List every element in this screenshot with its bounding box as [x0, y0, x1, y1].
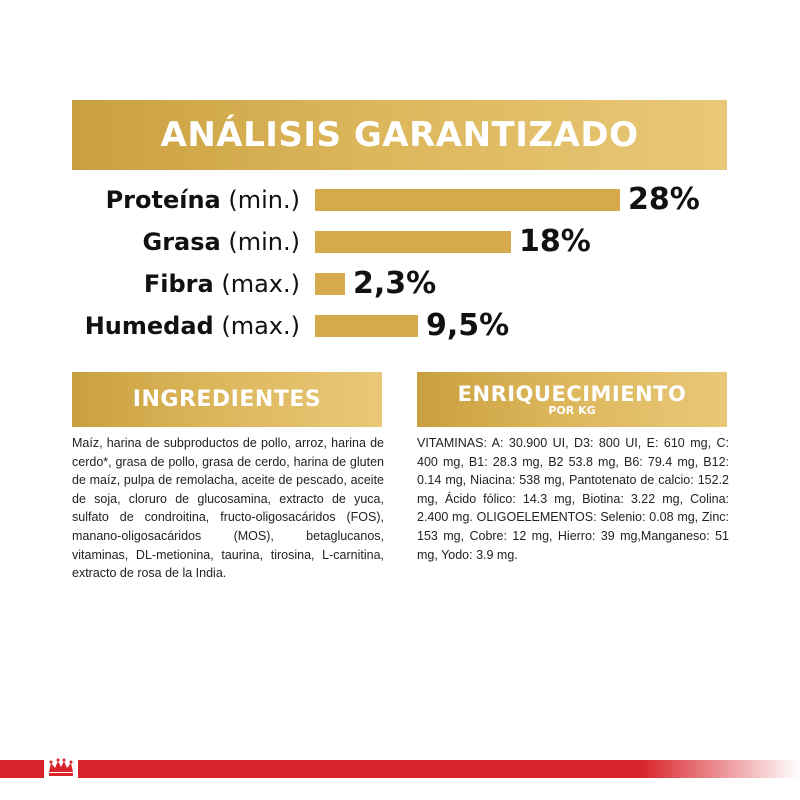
- analysis-banner: [72, 100, 727, 170]
- analysis-row-label: [85, 306, 300, 346]
- nutrient-qualifier: (min.): [228, 228, 300, 256]
- nutrient-qualifier: (max.): [221, 270, 300, 298]
- footer-bar: [0, 760, 800, 778]
- enrichment-subtitle: POR KG: [548, 403, 596, 417]
- analysis-row: [0, 264, 800, 304]
- nutrient-name: Proteína: [105, 186, 221, 214]
- nutrient-qualifier: (min.): [228, 186, 300, 214]
- analysis-row-label: [144, 264, 300, 304]
- analysis-title: ANÁLISIS GARANTIZADO: [160, 115, 639, 155]
- enrichment-title: ENRIQUECIMIENTO: [457, 381, 687, 406]
- nutrient-percent: 28%: [628, 182, 700, 217]
- nutrient-percent: 9,5%: [426, 308, 510, 343]
- nutrient-name: Humedad: [84, 312, 214, 340]
- enrichment-banner: [417, 372, 727, 427]
- nutrient-name: Fibra: [143, 270, 214, 298]
- ingredients-text: Maíz, harina de subproductos de pollo, arroz, harina de cerdo*, grasa de pollo, grasa de cerdo, harina de gluten de maíz, pulpa de remolacha, aceite de pescado, aceite de soja, cloruro de glucosamina, extracto de yuca, sulfato de condroitina, fructo-oligosacáridos (FOS), manano-oligosacáridos (MOS), betaglucanos, vitaminas, DL-metionina, taurina, tirosina, L-carnitina, extracto de rosa de la India.: [72, 436, 384, 581]
- analysis-row-label: [143, 222, 300, 262]
- nutrient-bar: [315, 273, 345, 295]
- nutrient-name: Grasa: [142, 228, 221, 256]
- nutrient-bar: [315, 231, 511, 253]
- nutrient-bar: [315, 189, 620, 211]
- analysis-row-label: [106, 180, 300, 220]
- nutrient-percent: 18%: [519, 224, 591, 259]
- nutrient-bar: [315, 315, 418, 337]
- nutrient-percent: 2,3%: [353, 266, 437, 301]
- crown-icon: [44, 756, 78, 778]
- ingredients-title: INGREDIENTES: [132, 387, 322, 412]
- analysis-row: [0, 180, 800, 220]
- nutrient-qualifier: (max.): [221, 312, 300, 340]
- analysis-row: [0, 306, 800, 346]
- enrichment-text: VITAMINAS: A: 30.900 UI, D3: 800 UI, E: 610 mg, C: 400 mg, B1: 28.3 mg, B2 53.8 mg, B6: 79.4 mg, B12: 0.14 mg, Niacina: 538 mg, Pantotenato de calcio: 152.2 mg, Ácido fólico: 14.3 mg, Biotina: 3.22 mg, Colina: 2.400 mg. OLIGOELEMENTOS: Selenio: 0.08 mg, Zinc: 153 mg, Cobre: 12 mg, Hierro: 39 mg,Manganeso: 51 mg, Yodo: 3.9 mg.: [417, 436, 729, 562]
- ingredients-banner: [72, 372, 382, 427]
- analysis-row: [0, 222, 800, 262]
